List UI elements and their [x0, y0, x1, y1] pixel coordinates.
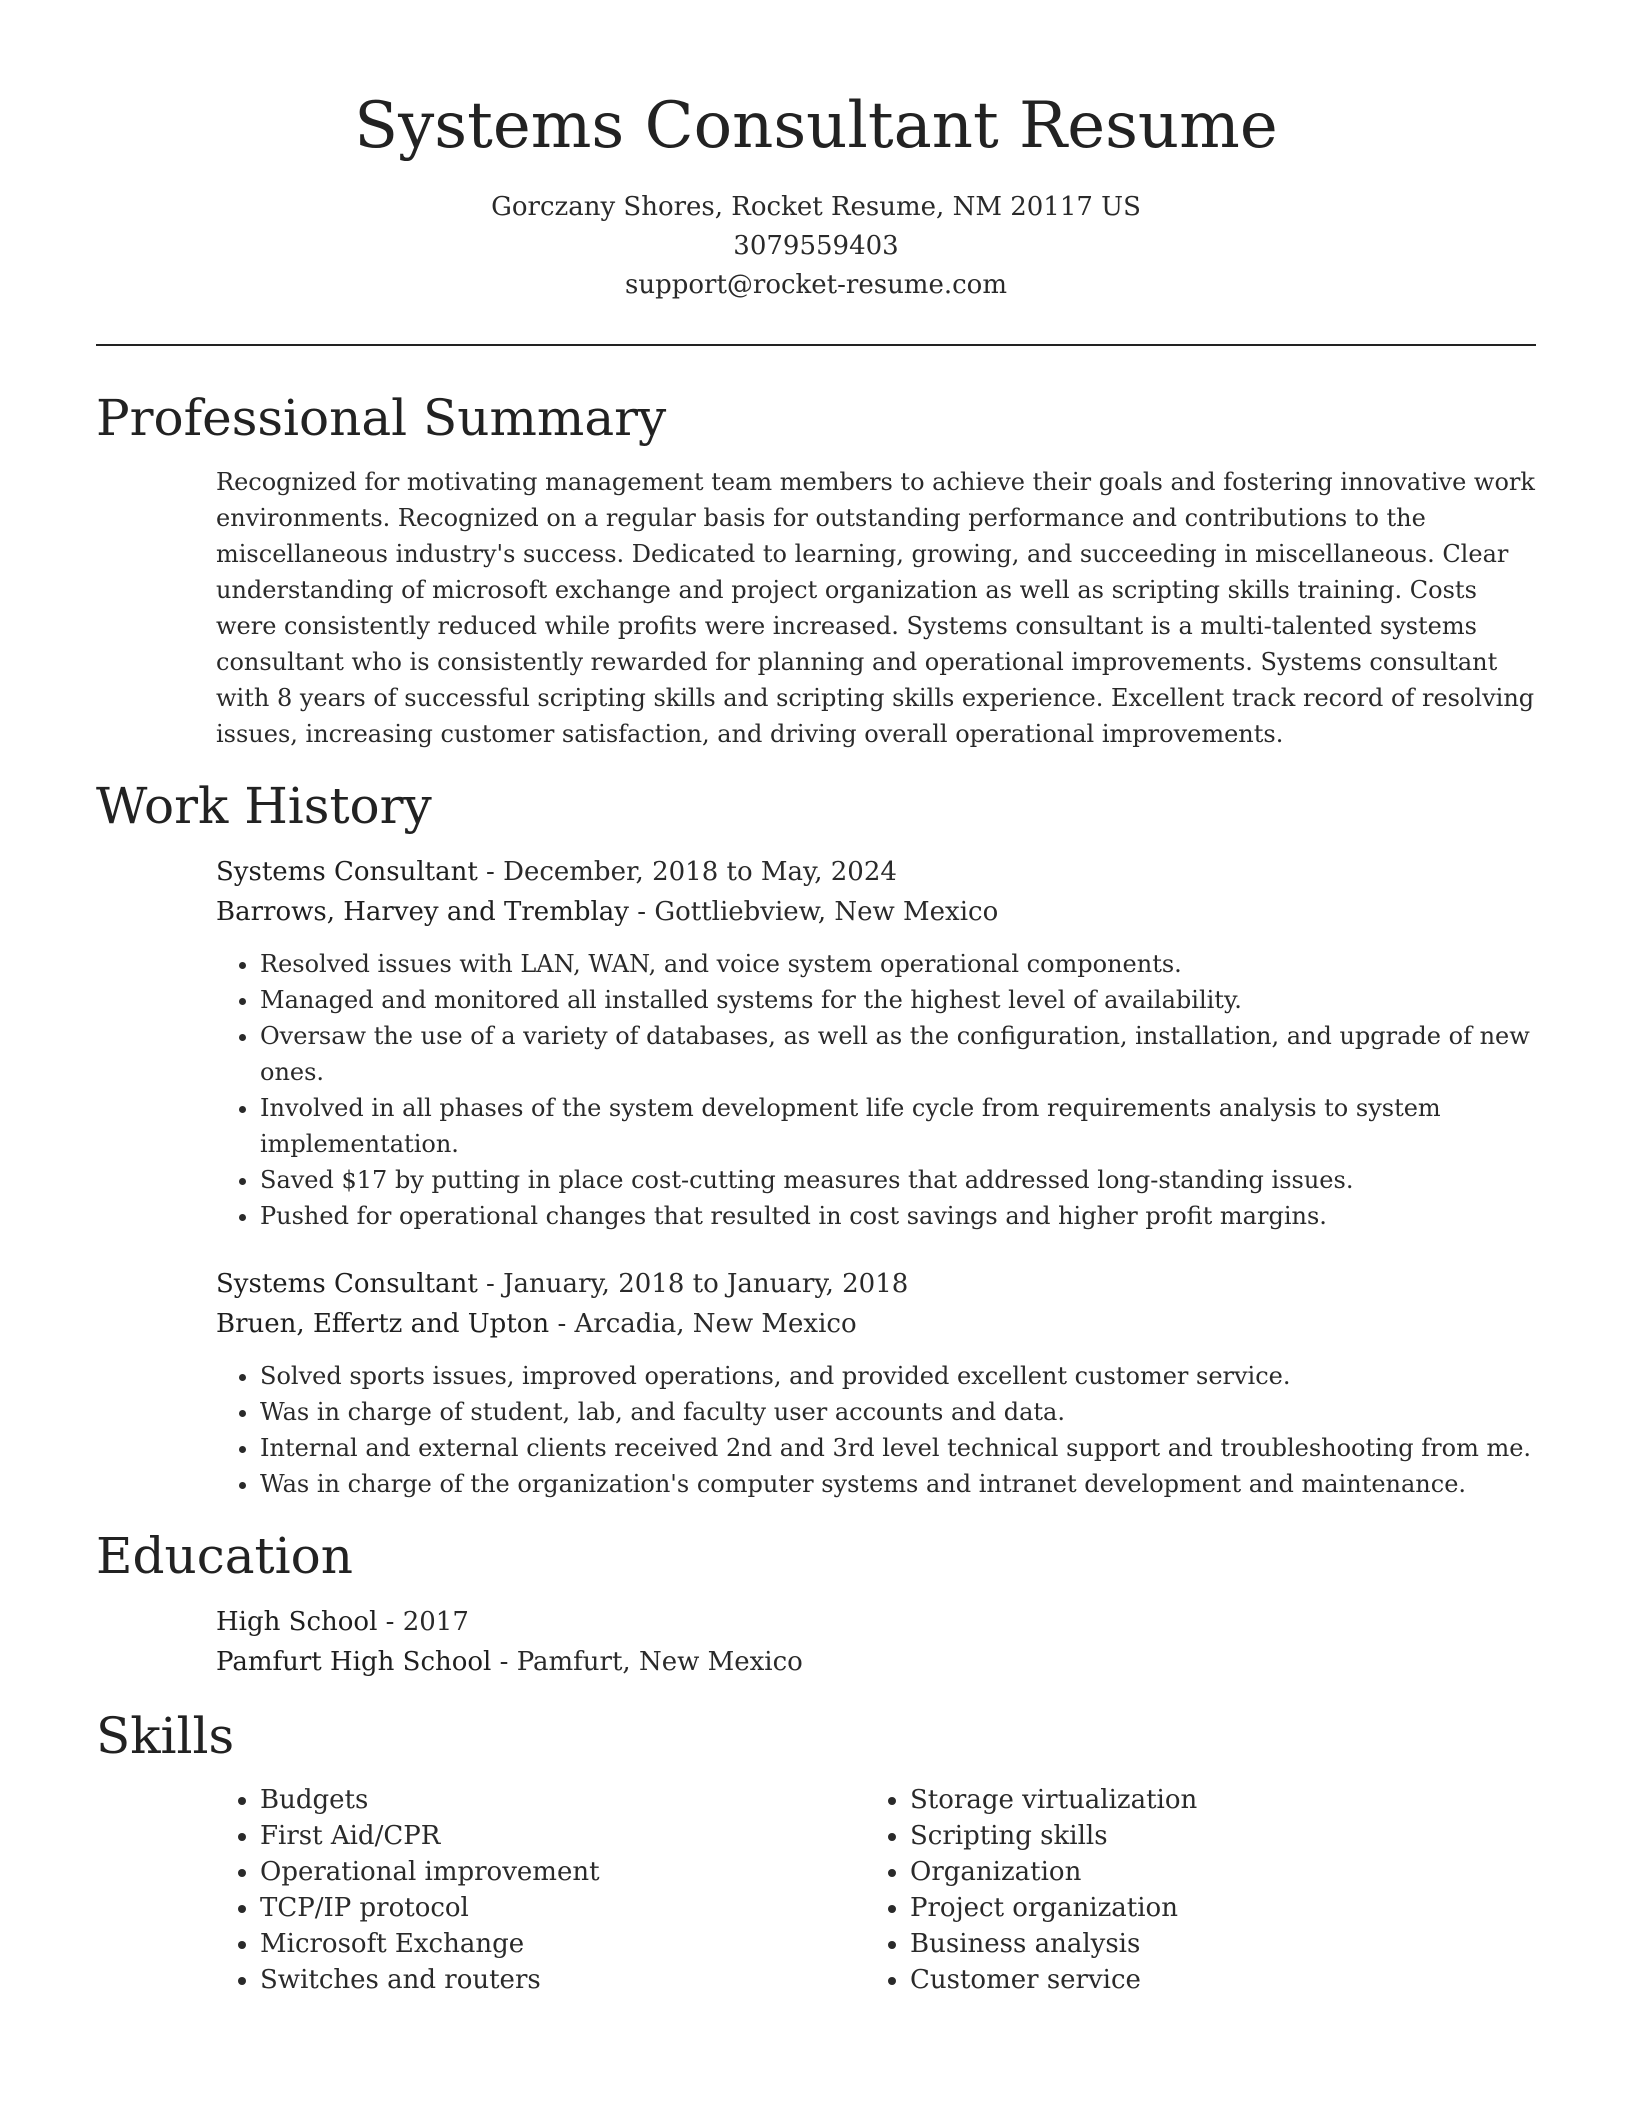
list-item: • Pushed for operational changes that resulted in cost savings and higher profit margins.	[260, 1198, 1536, 1234]
list-item: • Switches and routers	[260, 1962, 866, 1998]
list-item: • Microsoft Exchange	[260, 1926, 866, 1962]
list-item: • Solved sports issues, improved operations, and provided excellent customer service.	[260, 1358, 1536, 1394]
education-entry	[96, 1602, 1536, 1682]
job-title: Systems Consultant	[216, 857, 478, 887]
school-name: Pamfurt High School	[216, 1647, 492, 1677]
summary-text: Recognized for motivating management team members to achieve their goals and fostering innovative work environments. Recognized on a regular basis for outstanding performance and contributions to the miscellaneous industry's success. Dedicated to learning, growing, and succeeding in miscellaneous. Clear understanding of microsoft exchange and project organization as well as scripting skills training. Costs were consistently reduced while profits were increased. Systems consultant is a multi-talented systems consultant who is consistently rewarded for planning and operational improvements. Systems consultant with 8 years of successful scripting skills and scripting skills experience. Excellent track record of resolving issues, increasing customer satisfaction, and driving overall operational improvements.	[216, 468, 1535, 748]
list-item: • Project organization	[910, 1890, 1516, 1926]
list-item: • Storage virtualization	[910, 1782, 1516, 1818]
list-item: • Internal and external clients received 2nd and 3rd level technical support and troubleshooting from me.	[260, 1430, 1536, 1466]
job-bullets	[216, 1358, 1536, 1502]
job-company: Barrows, Harvey and Tremblay	[216, 897, 629, 927]
job-company: Bruen, Effertz and Upton	[216, 1309, 550, 1339]
job-location: - Gottliebview, New Mexico	[629, 897, 999, 927]
job-title-line	[216, 852, 1536, 892]
list-item: • Resolved issues with LAN, WAN, and voice system operational components.	[260, 946, 1536, 982]
list-item: • Managed and monitored all installed systems for the highest level of availability.	[260, 982, 1536, 1018]
skills-columns	[96, 1782, 1536, 1998]
list-item: • TCP/IP protocol	[260, 1890, 866, 1926]
graduation-year: - 2017	[377, 1607, 469, 1637]
list-item: • Business analysis	[910, 1926, 1516, 1962]
header-divider	[96, 344, 1536, 346]
job-dates: - January, 2018 to January, 2018	[477, 1269, 909, 1299]
list-item: • Customer service	[910, 1962, 1516, 1998]
job-title: Systems Consultant	[216, 1269, 478, 1299]
education-section	[96, 1524, 1536, 1682]
job-dates: - December, 2018 to May, 2024	[477, 857, 897, 887]
list-item: • Organization	[910, 1854, 1516, 1890]
skills-heading: Skills	[96, 1707, 235, 1765]
list-item: • Was in charge of the organization's computer systems and intranet development and maintenance.	[260, 1466, 1536, 1502]
skills-list-right	[866, 1782, 1516, 1998]
resume-header	[96, 0, 1536, 305]
list-item: • Involved in all phases of the system development life cycle from requirements analysis to system implementation.	[260, 1090, 1536, 1162]
email: support@rocket-resume.com	[624, 270, 1007, 300]
work-history-section	[96, 774, 1536, 1502]
skills-section	[96, 1704, 1536, 1998]
list-item: • Saved $17 by putting in place cost-cutting measures that addressed long-standing issues.	[260, 1162, 1536, 1198]
list-item: • Scripting skills	[910, 1818, 1516, 1854]
job-entry	[96, 1264, 1536, 1502]
list-item: • First Aid/CPR	[260, 1818, 866, 1854]
job-company-line	[216, 892, 1536, 932]
job-bullets	[216, 946, 1536, 1234]
work-history-heading: Work History	[96, 777, 432, 835]
phone: 3079559403	[733, 231, 899, 261]
school-line	[216, 1642, 1536, 1682]
contact-info	[96, 188, 1536, 305]
list-item: • Operational improvement	[260, 1854, 866, 1890]
skills-list-left	[216, 1782, 866, 1998]
list-item: • Oversaw the use of a variety of databases, as well as the configuration, installation, and upgrade of new ones.	[260, 1018, 1536, 1090]
job-entry	[96, 852, 1536, 1234]
summary-heading: Professional Summary	[96, 389, 667, 447]
degree-line	[216, 1602, 1536, 1642]
address: Gorczany Shores, Rocket Resume, NM 20117 US	[491, 192, 1141, 222]
education-heading: Education	[96, 1527, 353, 1585]
school-location: - Pamfurt, New Mexico	[491, 1647, 803, 1677]
summary-section	[96, 386, 1536, 752]
job-company-line	[216, 1304, 1536, 1344]
job-location: - Arcadia, New Mexico	[549, 1309, 857, 1339]
list-item: • Budgets	[260, 1782, 866, 1818]
list-item: • Was in charge of student, lab, and faculty user accounts and data.	[260, 1394, 1536, 1430]
page-title: Systems Consultant Resume	[354, 89, 1278, 163]
job-title-line	[216, 1264, 1536, 1304]
degree: High School	[216, 1607, 378, 1637]
